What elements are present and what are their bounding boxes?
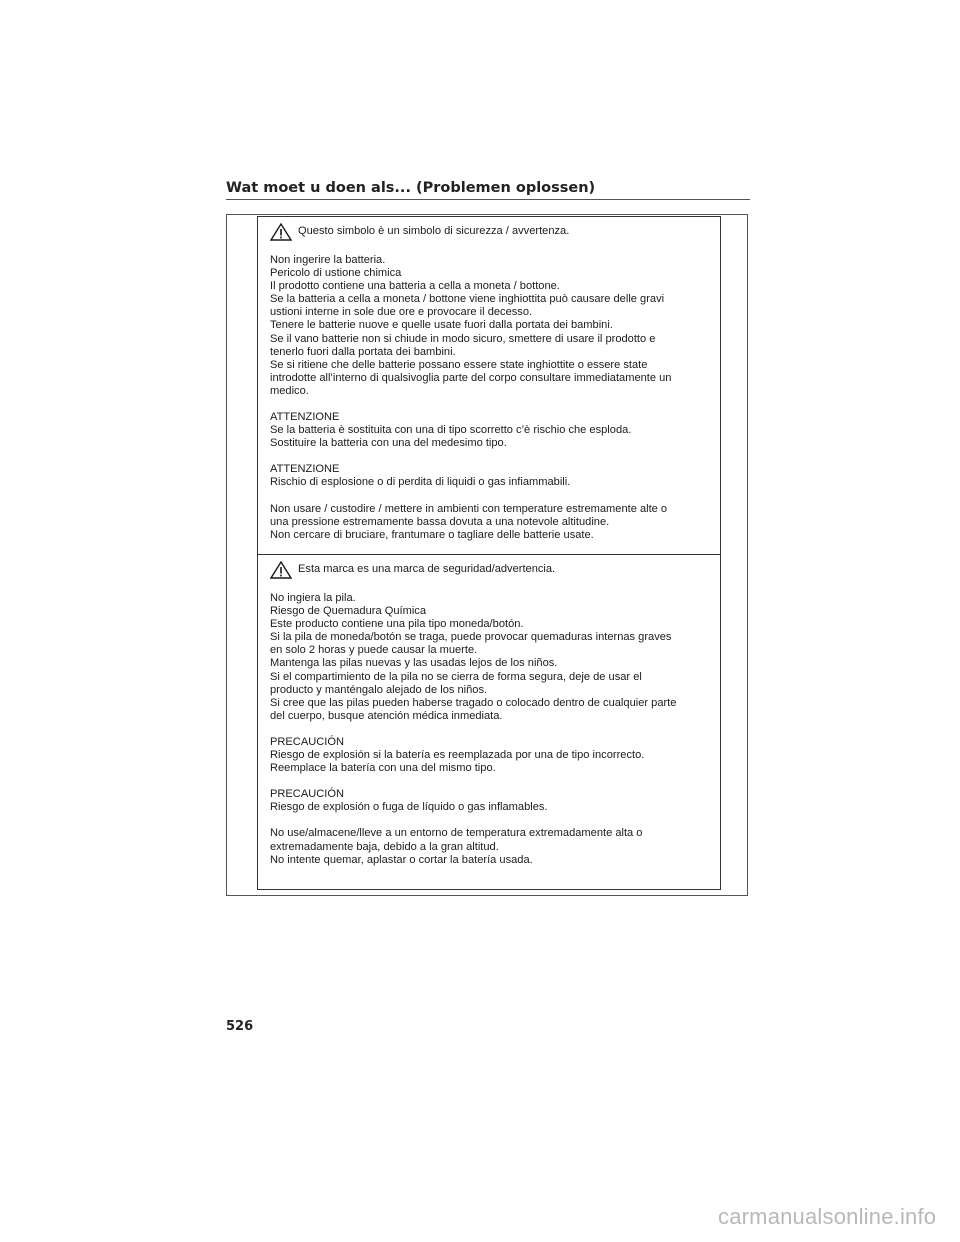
- italian-paragraph-explosion: ATTENZIONE Rischio di esplosione o di perdita di liquidi o gas infiammabili.: [270, 463, 571, 489]
- warning-triangle-icon: [270, 561, 292, 579]
- italian-paragraph-environment: Non usare / custodire / mettere in ambienti con temperature estremamente alte o una pressione estremamente bassa dovuta a una notevole altitudine. Non cercare di bruciare, frantumare o tagliare delle batterie usate.: [270, 502, 668, 541]
- page-title: Wat moet u doen als... (Problemen oplossen): [226, 180, 596, 196]
- warning-triangle-icon: [270, 223, 292, 241]
- spanish-symbol-text: Esta marca es una marca de seguridad/advertencia.: [298, 563, 556, 576]
- spanish-paragraph-environment: No use/almacene/lleve a un entorno de temperatura extremadamente alta o extremadamente baja, debido a la gran altitud. No intente quemar, aplastar o cortar la batería usada.: [270, 827, 643, 866]
- italian-paragraph-ingestion: Non ingerire la batteria. Pericolo di ustione chimica Il prodotto contiene una batteria a cella a moneta / bottone. Se la batteria a cella a moneta / bottone viene inghiottita può causare delle gravi ustioni interne in sole due ore e provocare il decesso. Tenere le batterie nuove e quelle usate fuori dalla portata dei bambini. Se il vano batterie non si chiude in modo sicuro, smettere di usare il prodotto e tenerlo fuori dalla portata dei bambini. Se si ritiene che delle batterie possano essere state inghiottite o essere state introdotte all’interno di qualsivoglia parte del corpo consultare immediatamente un medico.: [270, 254, 672, 397]
- watermark: carmanualsonline.info: [718, 1204, 937, 1229]
- italian-symbol-text: Questo simbolo è un simbolo di sicurezza / avvertenza.: [298, 225, 570, 238]
- italian-warning-box: [257, 216, 721, 555]
- spanish-warning-box: [257, 554, 721, 890]
- spanish-paragraph-replacement: PRECAUCIÓN Riesgo de explosión si la batería es reemplazada por una de tipo incorrecto. Reemplace la batería con una del mismo tipo.: [270, 735, 645, 775]
- spanish-symbol-line: [270, 561, 712, 579]
- italian-symbol-line: [270, 223, 712, 241]
- title-divider: [226, 199, 750, 200]
- page-number: 526: [226, 1019, 254, 1034]
- spanish-paragraph-ingestion: No ingiera la pila. Riesgo de Quemadura Química Este producto contiene una pila tipo moneda/botón. Si la pila de moneda/botón se traga, puede provocar quemaduras internas graves en solo 2 horas y puede causar la muerte. Mantenga las pilas nuevas y las usadas lejos de los niños. Si el compartimiento de la pila no se cierra de forma segura, deje de usar el producto y manténgalo alejado de los niños. Si cree que las pilas pueden haberse tragado o colocado dentro de cualquier parte del cuerpo, busque atención médica inmediata.: [270, 592, 677, 722]
- spanish-paragraph-explosion: PRECAUCIÓN Riesgo de explosión o fuga de líquido o gas inflamables.: [270, 788, 548, 814]
- italian-paragraph-replacement: ATTENZIONE Se la batteria è sostituita con una di tipo scorretto c’è rischio che esploda. Sostituire la batteria con una del medesimo tipo.: [270, 411, 632, 450]
